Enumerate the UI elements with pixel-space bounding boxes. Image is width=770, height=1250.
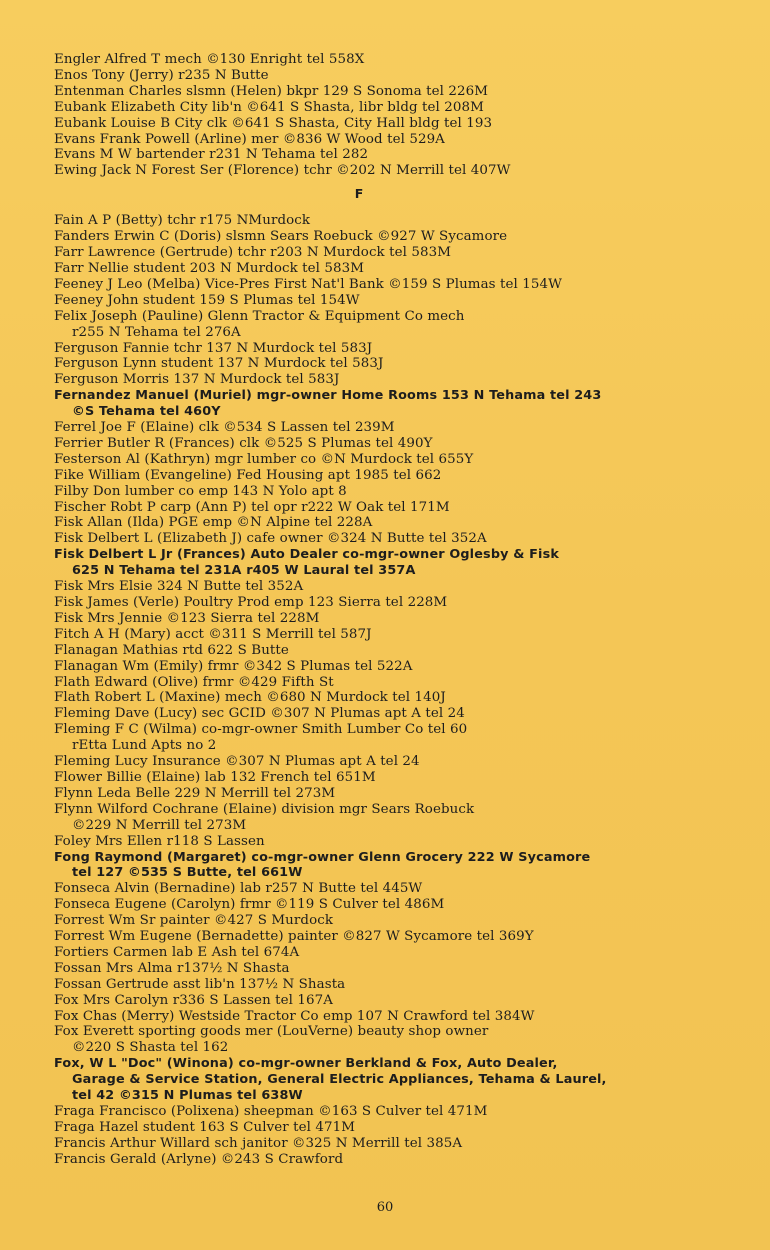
directory-entry: Ferguson Lynn student 137 N Murdock tel 583J [54, 356, 384, 372]
directory-entry: Fortiers Carmen lab E Ash tel 674A [54, 944, 300, 960]
directory-entry: Fanders Erwin C (Doris) slsmn Sears Roebuck ©927 W Sycamore [54, 229, 508, 245]
directory-entry: Entenman Charles slsmn (Helen) bkpr 129 S Sonoma tel 226M [54, 83, 489, 99]
directory-entry: Francis Arthur Willard sch janitor ©325 N Merrill tel 385A [54, 1135, 463, 1151]
directory-entry: Enos Tony (Jerry) r235 N Butte [54, 67, 269, 83]
directory-entry: Eubank Louise B City clk ©641 S Shasta, City Hall bldg tel 193 [54, 115, 493, 131]
directory-entry: Flath Edward (Olive) frmr ©429 Fifth St [54, 674, 334, 690]
directory-entry: Flath Robert L (Maxine) mech ©680 N Murdock tel 140J [54, 690, 446, 706]
directory-entry: Engler Alfred T mech ©130 Enright tel 558X [54, 52, 365, 67]
directory-entry: Evans M W bartender r231 N Tehama tel 282 [54, 147, 369, 163]
directory-entry: Eubank Elizabeth City lib'n ©641 S Shasta, libr bldg tel 208M [54, 99, 484, 115]
directory-entry: Farr Lawrence (Gertrude) tchr r203 N Murdock tel 583M [54, 245, 452, 261]
directory-entry: Fonseca Eugene (Carolyn) frmr ©119 S Culver tel 486M [54, 897, 445, 913]
directory-entry: Fleming Dave (Lucy) sec GCID ©307 N Plumas apt A tel 24 [54, 706, 465, 722]
directory-entry: Fox Everett sporting goods mer (LouVerne) beauty shop owner [54, 1024, 489, 1040]
directory-entry: Evans Frank Powell (Arline) mer ©836 W Wood tel 529A [54, 131, 445, 147]
directory-entry-continuation: Garage & Service Station, General Electric Appliances, Tehama & Laurel, [72, 1072, 607, 1088]
directory-entry: Ferguson Fannie tchr 137 N Murdock tel 583J [54, 340, 373, 356]
directory-entry-continuation: ©229 N Merrill tel 273M [72, 817, 247, 833]
directory-entry: Fox Chas (Merry) Westside Tractor Co emp 107 N Crawford tel 384W [54, 1008, 535, 1024]
directory-entry: Fisk Mrs Jennie ©123 Sierra tel 228M [54, 610, 320, 626]
directory-entry: Ferrier Butler R (Frances) clk ©525 S Plumas tel 490Y [54, 435, 433, 451]
directory-entry-continuation: 625 N Tehama tel 231A r405 W Laural tel 357A [72, 563, 416, 579]
directory-entry: Flynn Wilford Cochrane (Elaine) division mgr Sears Roebuck [54, 801, 475, 817]
directory-entry: Flynn Leda Belle 229 N Merrill tel 273M [54, 785, 336, 801]
directory-entry: Forrest Wm Eugene (Bernadette) painter ©827 W Sycamore tel 369Y [54, 929, 534, 945]
directory-entry: Fong Raymond (Margaret) co-mgr-owner Glenn Grocery 222 W Sycamore [54, 849, 591, 865]
directory-entry: Felix Joseph (Pauline) Glenn Tractor & Equipment Co mech [54, 308, 465, 324]
directory-entry: Festerson Al (Kathryn) mgr lumber co ©N Murdock tel 655Y [54, 451, 474, 467]
directory-entry: Fain A P (Betty) tchr r175 NMurdock [54, 213, 311, 229]
directory-entry-continuation: tel 42 ©315 N Plumas tel 638W [72, 1088, 303, 1104]
directory-entry: Fossan Mrs Alma r137½ N Shasta [54, 960, 290, 976]
directory-entry: Fox, W L "Doc" (Winona) co-mgr-owner Berkland & Fox, Auto Dealer, [54, 1056, 558, 1072]
entries-e-section [54, 52, 714, 179]
directory-entry: Farr Nellie student 203 N Murdock tel 583M [54, 260, 365, 276]
directory-entry: Ferrel Joe F (Elaine) clk ©534 S Lassen tel 239M [54, 420, 395, 436]
directory-entry: Fike William (Evangeline) Fed Housing apt 1985 tel 662 [54, 467, 442, 483]
directory-entry: Ewing Jack N Forest Ser (Florence) tchr ©202 N Merrill tel 407W [54, 163, 511, 179]
directory-entry: Fisk Allan (Ilda) PGE emp ©N Alpine tel 228A [54, 515, 373, 531]
directory-entry: Flower Billie (Elaine) lab 132 French tel 651M [54, 769, 376, 785]
directory-entry: Forrest Wm Sr painter ©427 S Murdock [54, 913, 334, 929]
directory-entry: Filby Don lumber co emp 143 N Yolo apt 8 [54, 483, 347, 499]
directory-entry: Francis Gerald (Arlyne) ©243 S Crawford [54, 1151, 344, 1167]
directory-entry: Flanagan Wm (Emily) frmr ©342 S Plumas tel 522A [54, 658, 413, 674]
section-letter-heading: F [354, 186, 364, 202]
directory-entry: Flanagan Mathias rtd 622 S Butte [54, 642, 289, 658]
directory-entry-continuation: ©220 S Shasta tel 162 [72, 1040, 229, 1056]
directory-entry: Fraga Hazel student 163 S Culver tel 471M [54, 1119, 356, 1135]
directory-entry: Fisk James (Verle) Poultry Prod emp 123 Sierra tel 228M [54, 595, 448, 610]
directory-entry: Fonseca Alvin (Bernadine) lab r257 N Butte tel 445W [54, 881, 423, 897]
directory-entry: Fleming F C (Wilma) co-mgr-owner Smith Lumber Co tel 60 [54, 722, 468, 738]
directory-entry: Fisk Delbert L (Elizabeth J) cafe owner ©324 N Butte tel 352A [54, 531, 487, 547]
directory-entry: Fitch A H (Mary) acct ©311 S Merrill tel 587J [54, 626, 372, 642]
directory-entry: Fleming Lucy Insurance ©307 N Plumas apt A tel 24 [54, 754, 420, 770]
directory-entry-continuation: r255 N Tehama tel 276A [72, 324, 241, 340]
directory-entry: Fox Mrs Carolyn r336 S Lassen tel 167A [54, 992, 334, 1008]
entries-f-section [54, 213, 714, 1167]
directory-entry-continuation: rEtta Lund Apts no 2 [72, 738, 217, 754]
directory-entry: Ferguson Morris 137 N Murdock tel 583J [54, 372, 340, 388]
directory-entry: Fisk Delbert L Jr (Frances) Auto Dealer co-mgr-owner Oglesby & Fisk [54, 547, 559, 563]
directory-entry: Fernandez Manuel (Muriel) mgr-owner Home Rooms 153 N Tehama tel 243 [54, 388, 602, 404]
directory-entry: Feeney John student 159 S Plumas tel 154W [54, 292, 360, 308]
directory-entry: Feeney J Leo (Melba) Vice-Pres First Nat'l Bank ©159 S Plumas tel 154W [54, 276, 562, 292]
directory-entry: Fraga Francisco (Polixena) sheepman ©163 S Culver tel 471M [54, 1104, 488, 1119]
directory-entry: Fossan Gertrude asst lib'n 137½ N Shasta [54, 976, 346, 992]
directory-entry-continuation: ©S Tehama tel 460Y [72, 404, 221, 420]
directory-entry-continuation: tel 127 ©535 S Butte, tel 661W [72, 865, 303, 881]
page-number: 60 [376, 1200, 394, 1215]
directory-entries [54, 52, 714, 1168]
directory-entry: Fischer Robt P carp (Ann P) tel opr r222 W Oak tel 171M [54, 499, 450, 515]
directory-entry: Fisk Mrs Elsie 324 N Butte tel 352A [54, 579, 304, 595]
directory-entry: Foley Mrs Ellen r118 S Lassen [54, 833, 265, 849]
